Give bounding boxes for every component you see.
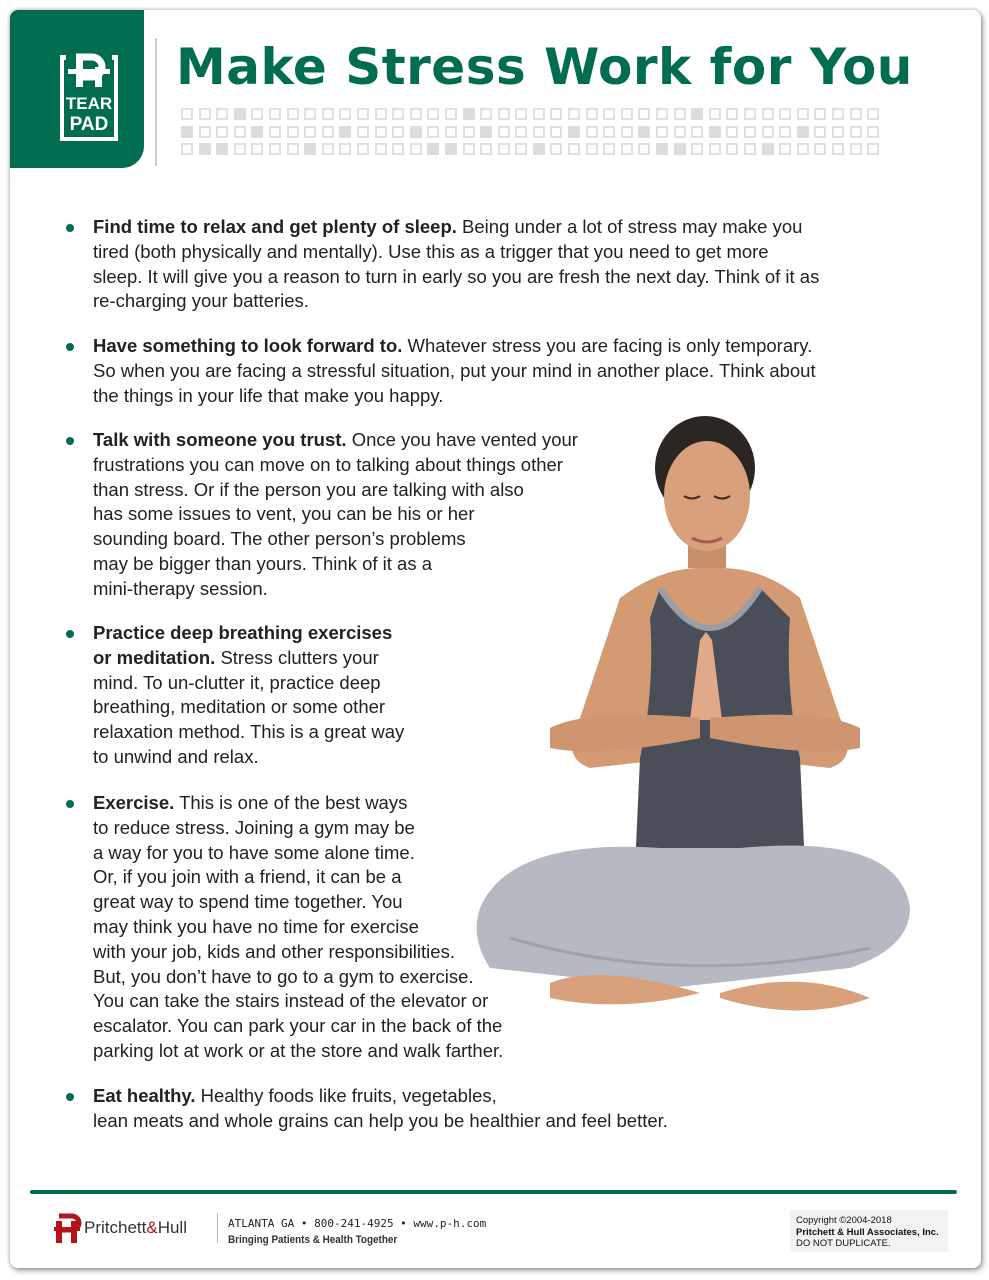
meditation-photo xyxy=(470,408,920,1033)
pattern-square xyxy=(304,143,316,155)
pattern-square xyxy=(797,108,809,120)
pattern-square xyxy=(568,126,580,138)
tip-breathing: Practice deep breathing exercises or meditation. Stress clutters your mind. To un-clutter it, practice deep breathing, meditation or some other relaxation method. This is a great way to unwind and relax. xyxy=(93,621,404,770)
pattern-square xyxy=(656,126,668,138)
pattern-square xyxy=(762,143,774,155)
pattern-square xyxy=(832,108,844,120)
pattern-square xyxy=(375,126,387,138)
pattern-square xyxy=(726,126,738,138)
pattern-square xyxy=(832,143,844,155)
pattern-square xyxy=(515,143,527,155)
contact-info xyxy=(228,1216,486,1248)
pattern-square xyxy=(322,126,334,138)
pattern-square xyxy=(392,143,404,155)
pattern-square xyxy=(181,143,193,155)
pattern-square xyxy=(744,108,756,120)
pattern-square xyxy=(814,108,826,120)
pattern-square xyxy=(234,126,246,138)
pattern-square xyxy=(251,108,263,120)
pattern-square xyxy=(779,108,791,120)
pattern-square xyxy=(603,108,615,120)
pattern-square xyxy=(357,143,369,155)
pattern-square xyxy=(375,143,387,155)
pattern-square xyxy=(762,126,774,138)
tip-heading: Have something to look forward to. xyxy=(93,335,403,356)
footer-divider xyxy=(217,1213,218,1243)
bullet-icon xyxy=(66,437,74,445)
pritchett-hull-logo xyxy=(54,1213,187,1243)
pattern-square xyxy=(779,143,791,155)
pattern-square xyxy=(603,143,615,155)
pattern-square xyxy=(357,126,369,138)
pattern-square xyxy=(797,143,809,155)
pattern-square xyxy=(603,126,615,138)
bullet-icon xyxy=(66,630,74,638)
pattern-square xyxy=(638,108,650,120)
tear-pad-page xyxy=(10,10,981,1268)
tip-heading: Find time to relax and get plenty of sleep. xyxy=(93,216,457,237)
pattern-square xyxy=(586,126,598,138)
pattern-square xyxy=(586,143,598,155)
pattern-square xyxy=(480,143,492,155)
pattern-square xyxy=(216,126,228,138)
bullet-icon xyxy=(66,224,74,232)
pattern-square xyxy=(339,143,351,155)
pattern-square xyxy=(269,126,281,138)
pattern-square xyxy=(357,108,369,120)
pattern-square xyxy=(638,126,650,138)
copyright-box: Copyright ©2004-2018 Pritchett & Hull Associates, Inc. DO NOT DUPLICATE. xyxy=(790,1210,948,1252)
ph-brand-icon xyxy=(54,1213,82,1243)
pattern-square xyxy=(322,143,334,155)
pattern-square xyxy=(199,143,211,155)
pattern-square xyxy=(850,126,862,138)
pattern-square xyxy=(867,126,879,138)
pattern-square xyxy=(498,143,510,155)
pattern-square xyxy=(445,108,457,120)
pattern-square xyxy=(410,126,422,138)
page-title: Make Stress Work for You xyxy=(176,38,913,96)
pattern-square xyxy=(656,108,668,120)
tip-heading: Practice deep breathing exercises xyxy=(93,622,393,643)
tearpad-logo-block xyxy=(10,10,144,168)
pattern-square xyxy=(515,126,527,138)
pattern-square xyxy=(445,143,457,155)
pattern-square xyxy=(392,126,404,138)
pattern-square xyxy=(427,108,439,120)
pattern-square xyxy=(251,126,263,138)
pattern-square xyxy=(181,126,193,138)
pattern-square xyxy=(216,108,228,120)
pattern-square xyxy=(709,126,721,138)
tip-eat-healthy: Eat healthy. Healthy foods like fruits, vegetables, lean meats and whole grains can help you be healthier and feel better. xyxy=(93,1084,668,1134)
pattern-square xyxy=(498,126,510,138)
pattern-square xyxy=(533,108,545,120)
pattern-square xyxy=(568,108,580,120)
pattern-square xyxy=(744,143,756,155)
ph-tearpad-icon xyxy=(58,53,120,143)
pattern-square xyxy=(480,108,492,120)
pattern-square xyxy=(304,108,316,120)
pattern-square xyxy=(445,126,457,138)
pattern-square xyxy=(410,108,422,120)
pattern-square xyxy=(463,108,475,120)
pattern-square xyxy=(674,126,686,138)
pattern-square xyxy=(762,108,774,120)
footer-rule xyxy=(30,1190,957,1194)
pattern-square xyxy=(656,143,668,155)
pattern-square xyxy=(586,108,598,120)
bullet-icon xyxy=(66,1093,74,1101)
pattern-square xyxy=(427,143,439,155)
pattern-square xyxy=(427,126,439,138)
pattern-square xyxy=(392,108,404,120)
pattern-square xyxy=(550,143,562,155)
svg-text:PAD: PAD xyxy=(69,114,109,135)
pattern-square xyxy=(199,126,211,138)
pattern-square xyxy=(691,126,703,138)
pattern-square xyxy=(867,108,879,120)
pattern-square xyxy=(410,143,422,155)
tip-sleep: Find time to relax and get plenty of sleep. Being under a lot of stress may make you tired (both physically and mentally). Use this as a trigger that you need to get more sleep. It will give you a reason to turn in early so you are fresh the next day. Think of it as re-charging your batteries. xyxy=(93,215,819,314)
pattern-square xyxy=(867,143,879,155)
pattern-square xyxy=(234,108,246,120)
pattern-square xyxy=(621,126,633,138)
pattern-square xyxy=(850,143,862,155)
pattern-square xyxy=(533,143,545,155)
pattern-square xyxy=(216,143,228,155)
tip-heading: Talk with someone you trust. xyxy=(93,429,347,450)
pattern-square xyxy=(339,126,351,138)
pattern-square xyxy=(674,143,686,155)
pattern-square xyxy=(797,126,809,138)
pattern-square xyxy=(463,143,475,155)
tagline: Bringing Patients & Health Together xyxy=(228,1234,398,1246)
pattern-square xyxy=(744,126,756,138)
pattern-square xyxy=(269,143,281,155)
pattern-square xyxy=(498,108,510,120)
pattern-square xyxy=(533,126,545,138)
pattern-square xyxy=(251,143,263,155)
brand-name: Pritchett&Hull xyxy=(84,1218,187,1237)
pattern-square xyxy=(621,108,633,120)
pattern-square xyxy=(621,143,633,155)
pattern-square xyxy=(463,126,475,138)
pattern-square xyxy=(375,108,387,120)
pattern-square xyxy=(550,126,562,138)
tip-heading: Eat healthy. xyxy=(93,1085,196,1106)
pattern-square xyxy=(691,143,703,155)
title-divider xyxy=(155,38,157,166)
pattern-square xyxy=(339,108,351,120)
pattern-square xyxy=(814,143,826,155)
pattern-square xyxy=(199,108,211,120)
bullet-icon xyxy=(66,800,74,808)
tip-look-forward: Have something to look forward to. Whatever stress you are facing is only temporary. So when you are facing a stressful situation, put your mind in another place. Think about the things in your life that make you happy. xyxy=(93,334,816,408)
pattern-square xyxy=(709,108,721,120)
pattern-square xyxy=(480,126,492,138)
tip-exercise: Exercise. This is one of the best ways to reduce stress. Joining a gym may be a way for you to have some alone time. Or, if you join with a friend, it can be a great way to spend time together. You may think you have no time for exercise with your job, kids and other responsibilities. But, you don’t have to go to a gym to exercise. You can take the stairs instead of the elevator or escalator. You can park your car in the back of the parking lot at work or at the store and walk farther. xyxy=(93,791,503,1064)
pattern-square xyxy=(304,126,316,138)
pattern-square xyxy=(779,126,791,138)
pattern-square xyxy=(322,108,334,120)
pattern-square xyxy=(709,143,721,155)
pattern-square xyxy=(691,108,703,120)
pattern-square xyxy=(287,126,299,138)
pattern-square xyxy=(638,143,650,155)
pattern-square xyxy=(181,108,193,120)
contact-line: ATLANTA GA • 800-241-4925 • www.p-h.com xyxy=(228,1217,487,1230)
pattern-square xyxy=(234,143,246,155)
tip-heading: Exercise. xyxy=(93,792,175,813)
pattern-square xyxy=(850,108,862,120)
pattern-square xyxy=(269,108,281,120)
pattern-square xyxy=(674,108,686,120)
pattern-square xyxy=(814,126,826,138)
bullet-icon xyxy=(66,343,74,351)
pattern-square xyxy=(832,126,844,138)
pattern-square xyxy=(515,108,527,120)
pattern-square xyxy=(726,143,738,155)
pattern-square xyxy=(568,143,580,155)
pattern-square xyxy=(287,108,299,120)
pattern-square xyxy=(287,143,299,155)
svg-text:TEAR: TEAR xyxy=(65,94,113,113)
tip-talk: Talk with someone you trust. Once you have vented your frustrations you can move on to talking about things other than stress. Or if the person you are talking with also has some issues to vent, you can be his or her sounding board. The other person’s problems may be bigger than yours. Think of it as a mini-therapy session. xyxy=(93,428,578,602)
decorative-square-pattern xyxy=(181,108,880,156)
pattern-square xyxy=(726,108,738,120)
pattern-square xyxy=(550,108,562,120)
